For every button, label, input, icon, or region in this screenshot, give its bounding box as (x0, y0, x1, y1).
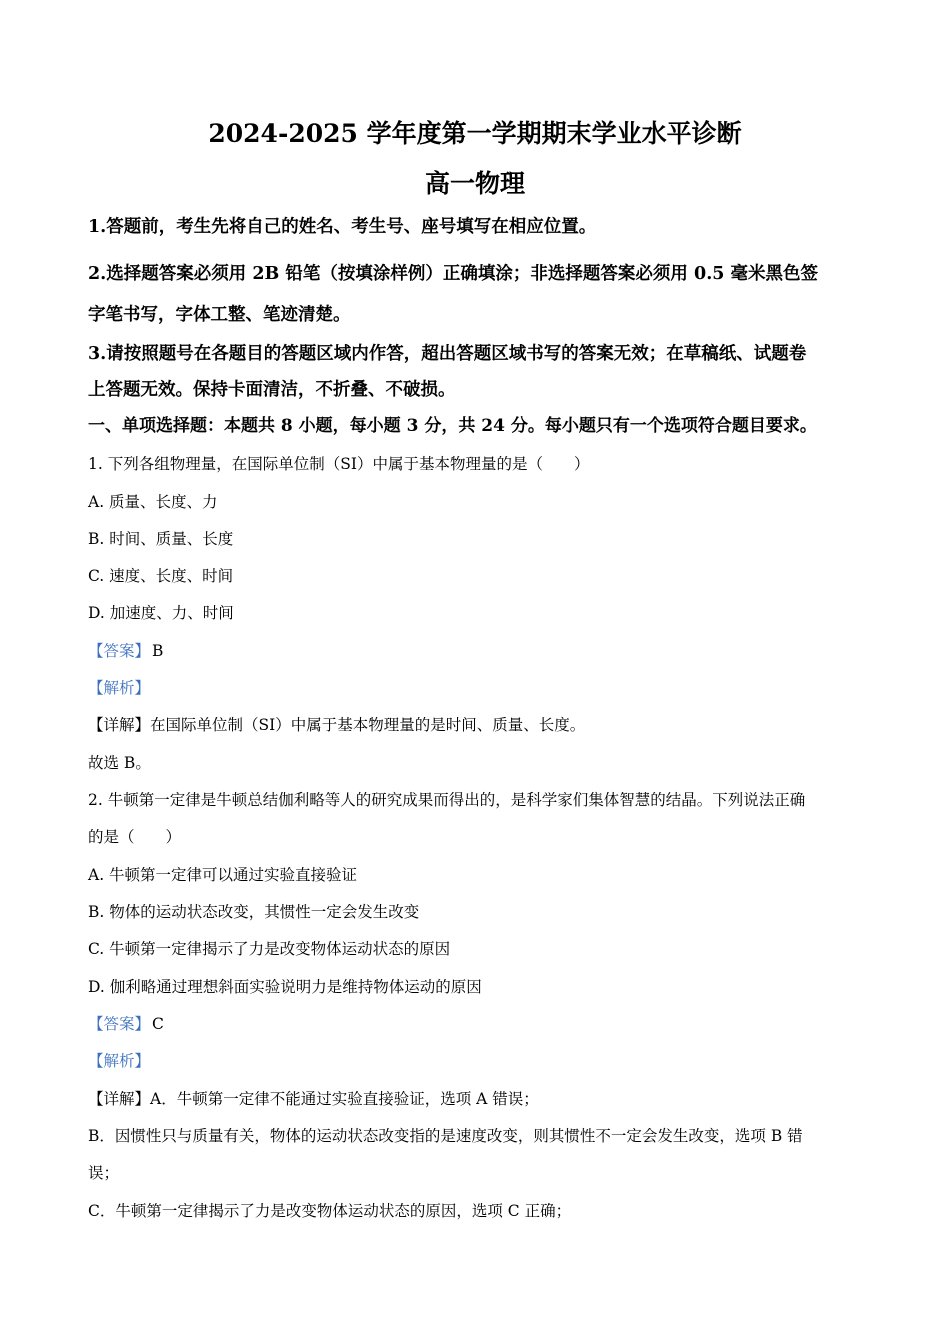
q1-stem: 1. 下列各组物理量，在国际单位制（SI）中属于基本物理量的是（ ） (88, 455, 590, 473)
instruction-3: 3.请按照题号在各题目的答题区域内作答，超出答题区域书写的答案无效；在草稿纸、试题卷 (88, 344, 807, 364)
q2-answer-tag: 【答案】 (88, 1015, 151, 1033)
exam-title: 2024-2025 学年度第一学期期末学业水平诊断 (208, 119, 742, 148)
q2-stem-cont: 的是（ ） (88, 828, 182, 846)
q1-detail-tag: 【详解】 (88, 716, 151, 734)
q2-stem: 2. 牛顿第一定律是牛顿总结伽利略等人的研究成果而得出的，是科学家们集体智慧的结晶。下列说法正确 (88, 791, 806, 809)
instruction-2-cont: 字笔书写，字体工整、笔迹清楚。 (88, 305, 351, 325)
q2-analysis-tag: 【解析】 (88, 1052, 151, 1070)
q1-detail (88, 714, 864, 736)
exam-subtitle: 高一物理 (424, 169, 525, 198)
q2-detail-c: C．牛顿第一定律揭示了力是改变物体运动状态的原因，选项 C 正确； (88, 1202, 572, 1220)
q1-detail-text: 在国际单位制（SI）中属于基本物理量的是时间、质量、长度。 (150, 716, 586, 734)
instruction-3-cont: 上答题无效。保持卡面清洁，不折叠、不破损。 (88, 380, 456, 400)
q1-answer-value: B (152, 642, 164, 660)
q1-answer-tag: 【答案】 (88, 642, 151, 660)
q1-option-b: B. 时间、质量、长度 (88, 530, 234, 548)
q1-option-a: A. 质量、长度、力 (88, 493, 218, 511)
q1-option-c: C. 速度、长度、时间 (88, 567, 234, 585)
q2-detail-b: B．因惯性只与质量有关，物体的运动状态改变指的是速度改变，则其惯性不一定会发生改变，选项 B 错 (88, 1127, 803, 1145)
q1-option-d: D. 加速度、力、时间 (88, 604, 234, 622)
q2-detail-a-text: A．牛顿第一定律不能通过实验直接验证，选项 A 错误； (150, 1090, 539, 1108)
q2-detail-a (88, 1088, 864, 1110)
q1-analysis (88, 677, 864, 699)
q2-option-a: A. 牛顿第一定律可以通过实验直接验证 (88, 866, 358, 884)
q2-option-b: B. 物体的运动状态改变，其惯性一定会发生改变 (88, 903, 420, 921)
q2-option-d: D. 伽利略通过理想斜面实验说明力是维持物体运动的原因 (88, 978, 482, 996)
instruction-1: 1.答题前，考生先将自己的姓名、考生号、座号填写在相应位置。 (88, 217, 597, 237)
q1-analysis-tag: 【解析】 (88, 679, 151, 697)
q2-answer (88, 1013, 864, 1035)
q1-answer (88, 640, 864, 662)
instruction-2: 2.选择题答案必须用 2B 铅笔（按填涂样例）正确填涂；非选择题答案必须用 0.5 毫米黑色签 (88, 264, 819, 284)
q2-option-c: C. 牛顿第一定律揭示了力是改变物体运动状态的原因 (88, 940, 451, 958)
q2-detail-tag: 【详解】 (88, 1090, 151, 1108)
q2-detail-b-cont: 误； (88, 1164, 120, 1182)
q2-analysis (88, 1050, 864, 1072)
section-title: 一、单项选择题：本题共 8 小题，每小题 3 分，共 24 分。每小题只有一个选项符合题目要求。 (88, 416, 817, 436)
q2-answer-value: C (152, 1015, 164, 1033)
q1-conclusion: 故选 B。 (88, 754, 151, 772)
